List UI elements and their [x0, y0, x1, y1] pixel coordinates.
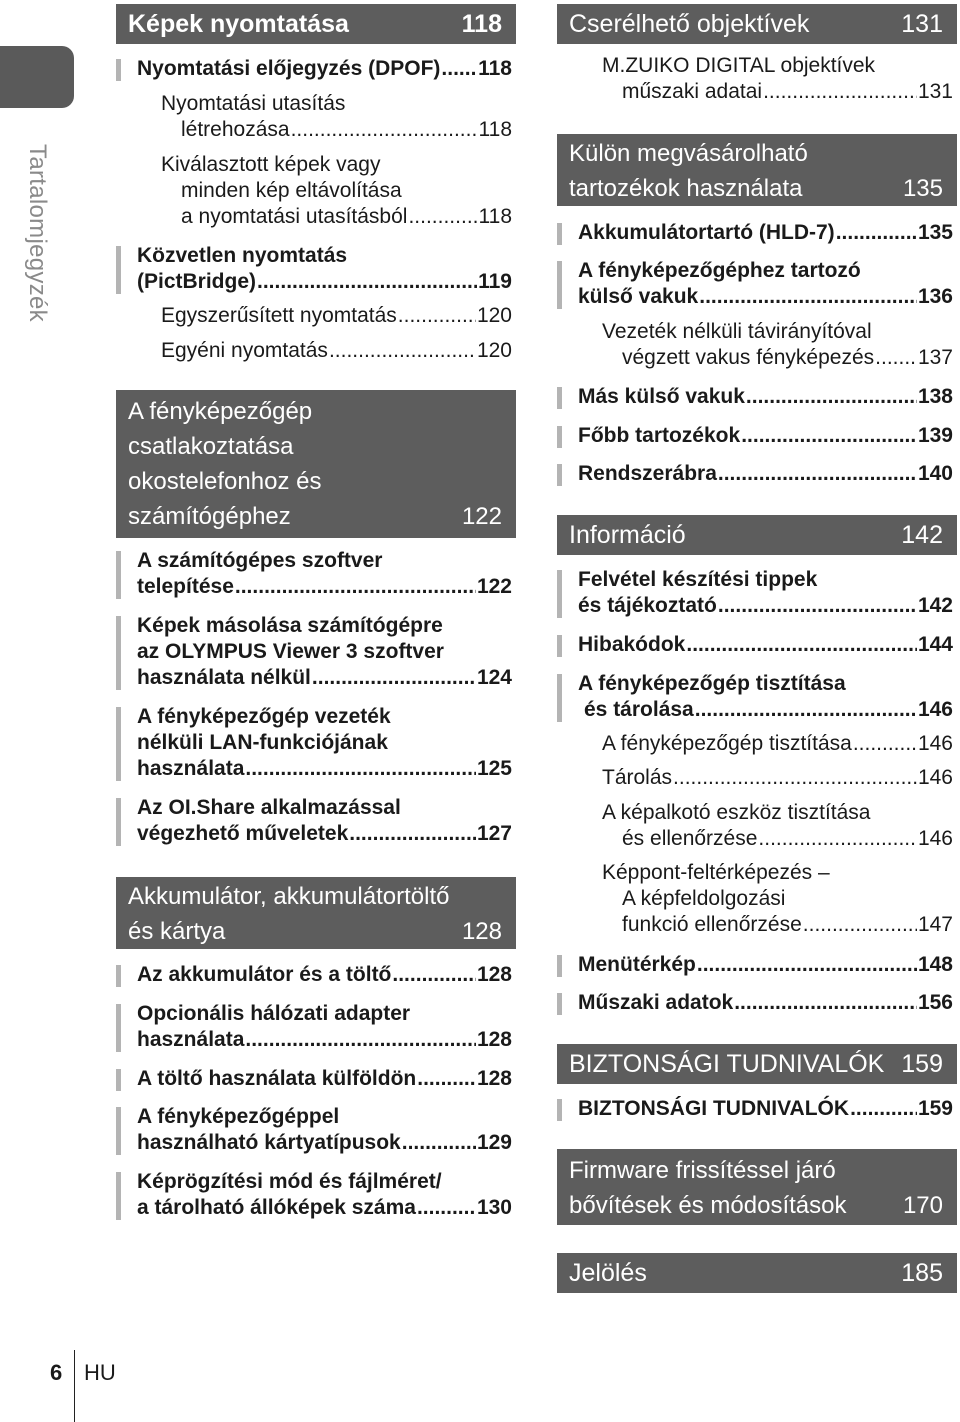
toc-entry[interactable]: A fényképezőgép vezeték nélküli LAN-funkciójának használata ..... 125	[137, 704, 512, 782]
section-header-accessories[interactable]: Külön megvásárolható tartozékok használata 135	[557, 134, 957, 206]
section-header-connect[interactable]: A fényképezőgép csatlakoztatása okostelefonhoz és számítógéphez 122	[116, 390, 516, 538]
toc-entry[interactable]: Nyomtatási előjegyzés (DPOF) ..... 118	[137, 56, 512, 82]
toc-entry[interactable]: Az OI.Share alkalmazással végezhető műveletek ..... 127	[137, 795, 512, 847]
footer-divider	[74, 1350, 75, 1422]
toc-entry[interactable]: Az akkumulátor és a töltő ..... 128	[137, 962, 512, 988]
section-tab[interactable]	[0, 46, 74, 108]
toc-entry[interactable]: Műszaki adatok ..... 156	[578, 990, 953, 1016]
toc-subentry[interactable]: A fényképezőgép tisztítása ..... 146	[602, 731, 953, 757]
toc-entry[interactable]: Főbb tartozékok ..... 139	[578, 423, 953, 449]
toc-subentry[interactable]: Képpont-feltérképezés – A képfeldolgozási funkció ellenőrzése ..... 147	[602, 860, 953, 938]
toc-entry[interactable]: Képek másolása számítógépre az OLYMPUS Viewer 3 szoftver használata nélkül ..... 124	[137, 613, 512, 691]
toc-entry[interactable]: A fényképezőgéphez tartozó külső vakuk ..... 136	[578, 258, 953, 310]
toc-entry[interactable]: A töltő használata külföldön ..... 128	[137, 1066, 512, 1092]
section-header-printing[interactable]: Képek nyomtatása 118	[116, 4, 516, 44]
toc-entry[interactable]: A számítógépes szoftver telepítése ..... 122	[137, 548, 512, 600]
section-header-information[interactable]: Információ 142	[557, 515, 957, 555]
page-number: 6	[50, 1360, 63, 1385]
toc-subentry[interactable]: Nyomtatási utasítás létrehozása ..... 118	[161, 91, 512, 143]
section-header-notation[interactable]: Jelölés 185	[557, 1253, 957, 1293]
section-header-firmware[interactable]: Firmware frissítéssel járó bővítések és módosítások 170	[557, 1149, 957, 1225]
toc-subentry[interactable]: M.ZUIKO DIGITAL objektívek műszaki adatai ..... 131	[602, 53, 953, 105]
section-header-safety[interactable]: BIZTONSÁGI TUDNIVALÓK 159	[557, 1044, 957, 1084]
toc-subentry[interactable]: Kiválasztott képek vagy minden kép eltávolítása a nyomtatási utasításból ..... 118	[161, 152, 512, 230]
toc-entry[interactable]: Más külső vakuk ..... 138	[578, 384, 953, 410]
toc-subentry[interactable]: Egyszerűsített nyomtatás ..... 120	[161, 303, 512, 329]
toc-entry[interactable]: Képrögzítési mód és fájlméret/ a tárolható állóképek száma ..... 130	[137, 1169, 512, 1221]
toc-entry[interactable]: Közvetlen nyomtatás (PictBridge) ..... 119	[137, 243, 512, 295]
toc-entry[interactable]: Akkumulátortartó (HLD-7) ..... 135	[578, 220, 953, 246]
toc-entry[interactable]: A fényképezőgép tisztítása és tárolása ..... 146	[578, 671, 953, 723]
toc-subentry[interactable]: Tárolás ..... 146	[602, 765, 953, 791]
toc-subentry[interactable]: A képalkotó eszköz tisztítása és ellenőrzése ..... 146	[602, 800, 953, 852]
toc-subentry[interactable]: Vezeték nélküli távirányítóval végzett vakus fényképezés ..... 137	[602, 319, 953, 371]
toc-subentry[interactable]: Egyéni nyomtatás ..... 120	[161, 338, 512, 364]
language-code: HU	[84, 1360, 116, 1385]
section-header-lenses[interactable]: Cserélhető objektívek 131	[557, 4, 957, 44]
toc-entry[interactable]: Rendszerábra ..... 140	[578, 461, 953, 487]
toc-entry[interactable]: Opcionális hálózati adapter használata ..... 128	[137, 1001, 512, 1053]
section-header-battery[interactable]: Akkumulátor, akkumulátortöltő és kártya 128	[116, 877, 516, 949]
toc-entry[interactable]: A fényképezőgéppel használható kártyatípusok ..... 129	[137, 1104, 512, 1156]
toc-entry[interactable]: Hibakódok ..... 144	[578, 632, 953, 658]
section-label: Tartalomjegyzék	[24, 144, 51, 322]
toc-entry[interactable]: BIZTONSÁGI TUDNIVALÓK ..... 159	[578, 1096, 953, 1122]
toc-entry[interactable]: Felvétel készítési tippek és tájékoztató ..... 142	[578, 567, 953, 619]
toc-entry[interactable]: Menütérkép ..... 148	[578, 952, 953, 978]
